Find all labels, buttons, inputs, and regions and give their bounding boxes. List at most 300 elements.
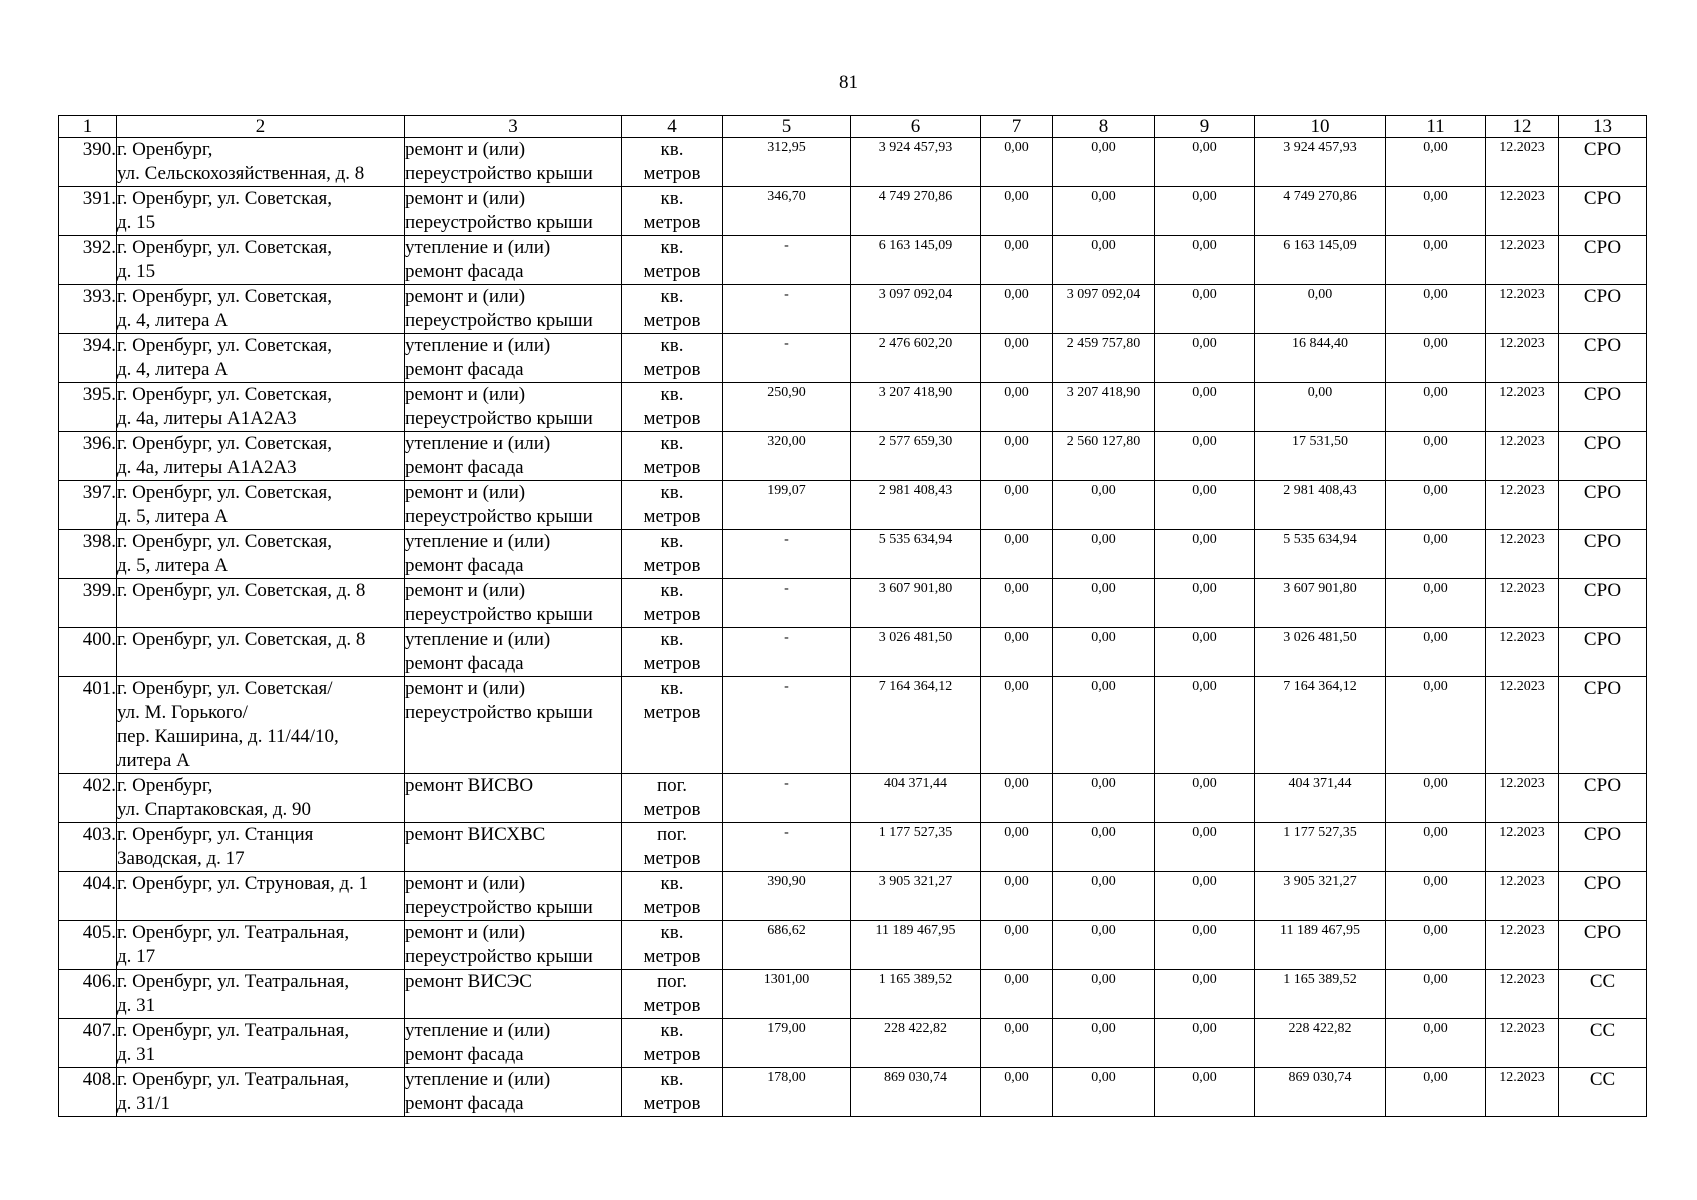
col9-cell: 0,00 xyxy=(1155,774,1255,823)
col10-cell: 3 924 457,93 xyxy=(1255,138,1386,187)
work-type-cell xyxy=(405,432,622,481)
work-type-cell xyxy=(405,285,622,334)
col9-cell: 0,00 xyxy=(1155,921,1255,970)
work-type-cell-line: ремонт фасада xyxy=(405,359,524,380)
column-header: 8 xyxy=(1053,116,1155,138)
col8-cell: 3 207 418,90 xyxy=(1053,383,1155,432)
row-number: 399. xyxy=(59,579,117,628)
col8-cell: 0,00 xyxy=(1053,187,1155,236)
address-cell-line: д. 4а, литеры А1А2А3 xyxy=(117,457,297,478)
address-cell xyxy=(117,530,405,579)
unit-cell-line: метров xyxy=(643,1044,701,1065)
address-cell-line: д. 31 xyxy=(117,1044,156,1065)
funding-source-cell: СРО xyxy=(1559,774,1647,823)
unit-cell xyxy=(622,677,723,774)
unit-cell xyxy=(622,1068,723,1117)
total-cost-cell: 7 164 364,12 xyxy=(851,677,981,774)
address-cell-line: г. Оренбург, ул. Станция xyxy=(117,824,314,845)
work-type-cell xyxy=(405,236,622,285)
col8-cell: 0,00 xyxy=(1053,970,1155,1019)
col8-cell: 0,00 xyxy=(1053,1019,1155,1068)
deadline-cell: 12.2023 xyxy=(1486,970,1559,1019)
work-type-cell xyxy=(405,334,622,383)
total-cost-cell: 2 577 659,30 xyxy=(851,432,981,481)
funding-source-cell: СРО xyxy=(1559,677,1647,774)
funding-source-cell: СРО xyxy=(1559,236,1647,285)
col7-cell: 0,00 xyxy=(981,383,1053,432)
table-row xyxy=(59,530,1647,579)
col9-cell: 0,00 xyxy=(1155,579,1255,628)
work-type-cell-line: ремонт фасада xyxy=(405,457,524,478)
col10-cell: 228 422,82 xyxy=(1255,1019,1386,1068)
col7-cell: 0,00 xyxy=(981,530,1053,579)
unit-cell xyxy=(622,187,723,236)
unit-cell xyxy=(622,432,723,481)
unit-cell xyxy=(622,823,723,872)
address-cell-line: пер. Каширина, д. 11/44/10, xyxy=(117,726,339,747)
funding-source-cell: СС xyxy=(1559,1068,1647,1117)
deadline-cell: 12.2023 xyxy=(1486,677,1559,774)
unit-cell-line: кв. xyxy=(660,433,684,454)
address-cell-line: д. 17 xyxy=(117,946,156,967)
address-cell-line: ул. М. Горького/ xyxy=(117,702,248,723)
unit-cell-line: пог. xyxy=(656,824,688,845)
col8-cell: 2 560 127,80 xyxy=(1053,432,1155,481)
col11-cell: 0,00 xyxy=(1386,1019,1486,1068)
unit-cell-line: метров xyxy=(643,604,701,625)
address-cell-line: д. 31 xyxy=(117,995,156,1016)
address-cell-line: д. 15 xyxy=(117,261,156,282)
work-type-cell xyxy=(405,774,622,823)
table-row xyxy=(59,138,1647,187)
work-type-cell-line: ремонт и (или) xyxy=(405,678,526,699)
col10-cell: 1 177 527,35 xyxy=(1255,823,1386,872)
address-cell xyxy=(117,138,405,187)
col11-cell: 0,00 xyxy=(1386,138,1486,187)
table-row xyxy=(59,628,1647,677)
volume-cell: 312,95 xyxy=(723,138,851,187)
col7-cell: 0,00 xyxy=(981,774,1053,823)
deadline-cell: 12.2023 xyxy=(1486,628,1559,677)
col11-cell: 0,00 xyxy=(1386,530,1486,579)
column-header: 7 xyxy=(981,116,1053,138)
total-cost-cell: 3 207 418,90 xyxy=(851,383,981,432)
unit-cell xyxy=(622,921,723,970)
unit-cell-line: метров xyxy=(643,1093,701,1114)
volume-cell: - xyxy=(723,285,851,334)
unit-cell-line: метров xyxy=(643,310,701,331)
column-header: 4 xyxy=(622,116,723,138)
work-type-cell-line: утепление и (или) xyxy=(405,629,551,650)
col11-cell: 0,00 xyxy=(1386,187,1486,236)
address-cell-line: г. Оренбург, xyxy=(117,139,213,160)
unit-cell xyxy=(622,334,723,383)
volume-cell: - xyxy=(723,236,851,285)
unit-cell-line: метров xyxy=(643,653,701,674)
deadline-cell: 12.2023 xyxy=(1486,1068,1559,1117)
work-type-cell xyxy=(405,138,622,187)
table-row xyxy=(59,677,1647,774)
volume-cell: - xyxy=(723,334,851,383)
funding-source-cell: СРО xyxy=(1559,138,1647,187)
unit-cell-line: кв. xyxy=(660,922,684,943)
address-cell-line: д. 4, литера А xyxy=(117,359,228,380)
unit-cell-line: метров xyxy=(643,212,701,233)
table-row xyxy=(59,481,1647,530)
table-row xyxy=(59,383,1647,432)
funding-source-cell: СРО xyxy=(1559,187,1647,236)
col9-cell: 0,00 xyxy=(1155,970,1255,1019)
column-header: 11 xyxy=(1386,116,1486,138)
funding-source-cell: СС xyxy=(1559,970,1647,1019)
col10-cell: 1 165 389,52 xyxy=(1255,970,1386,1019)
unit-cell-line: кв. xyxy=(660,384,684,405)
row-number: 390. xyxy=(59,138,117,187)
col11-cell: 0,00 xyxy=(1386,628,1486,677)
unit-cell-line: метров xyxy=(643,555,701,576)
work-type-cell-line: переустройство крыши xyxy=(405,897,593,918)
address-cell xyxy=(117,187,405,236)
work-type-cell-line: ремонт ВИСВО xyxy=(405,775,534,796)
address-cell xyxy=(117,383,405,432)
deadline-cell: 12.2023 xyxy=(1486,774,1559,823)
work-type-cell-line: ремонт и (или) xyxy=(405,482,526,503)
unit-cell-line: кв. xyxy=(660,335,684,356)
col8-cell: 0,00 xyxy=(1053,823,1155,872)
address-cell xyxy=(117,334,405,383)
unit-cell-line: метров xyxy=(643,506,701,527)
unit-cell-line: метров xyxy=(643,261,701,282)
volume-cell: - xyxy=(723,823,851,872)
work-type-cell-line: переустройство крыши xyxy=(405,604,593,625)
col7-cell: 0,00 xyxy=(981,187,1053,236)
column-header: 3 xyxy=(405,116,622,138)
work-type-cell-line: ремонт и (или) xyxy=(405,580,526,601)
row-number: 393. xyxy=(59,285,117,334)
col8-cell: 0,00 xyxy=(1053,236,1155,285)
col7-cell: 0,00 xyxy=(981,628,1053,677)
col9-cell: 0,00 xyxy=(1155,1019,1255,1068)
deadline-cell: 12.2023 xyxy=(1486,138,1559,187)
address-cell xyxy=(117,1068,405,1117)
work-type-cell-line: утепление и (или) xyxy=(405,433,551,454)
unit-cell-line: кв. xyxy=(660,482,684,503)
column-header: 2 xyxy=(117,116,405,138)
col7-cell: 0,00 xyxy=(981,677,1053,774)
col8-cell: 0,00 xyxy=(1053,774,1155,823)
funding-source-cell: СРО xyxy=(1559,383,1647,432)
col7-cell: 0,00 xyxy=(981,579,1053,628)
address-cell xyxy=(117,432,405,481)
work-type-cell-line: переустройство крыши xyxy=(405,408,593,429)
unit-cell xyxy=(622,579,723,628)
table-row xyxy=(59,236,1647,285)
address-cell-line: г. Оренбург, ул. Струновая, д. 1 xyxy=(117,873,369,894)
address-cell-line: ул. Сельскохозяйственная, д. 8 xyxy=(117,163,365,184)
col8-cell: 0,00 xyxy=(1053,628,1155,677)
unit-cell-line: метров xyxy=(643,946,701,967)
address-cell xyxy=(117,970,405,1019)
funding-source-cell: СРО xyxy=(1559,872,1647,921)
table-row xyxy=(59,432,1647,481)
total-cost-cell: 869 030,74 xyxy=(851,1068,981,1117)
row-number: 407. xyxy=(59,1019,117,1068)
unit-cell-line: метров xyxy=(643,702,701,723)
work-type-cell xyxy=(405,921,622,970)
col8-cell: 0,00 xyxy=(1053,677,1155,774)
col10-cell: 3 026 481,50 xyxy=(1255,628,1386,677)
col8-cell: 2 459 757,80 xyxy=(1053,334,1155,383)
work-type-cell-line: переустройство крыши xyxy=(405,310,593,331)
unit-cell xyxy=(622,628,723,677)
col9-cell: 0,00 xyxy=(1155,823,1255,872)
col10-cell: 6 163 145,09 xyxy=(1255,236,1386,285)
col9-cell: 0,00 xyxy=(1155,285,1255,334)
col8-cell: 0,00 xyxy=(1053,872,1155,921)
unit-cell-line: кв. xyxy=(660,1020,684,1041)
work-type-cell-line: ремонт фасада xyxy=(405,1093,524,1114)
volume-cell: - xyxy=(723,579,851,628)
volume-cell: - xyxy=(723,530,851,579)
total-cost-cell: 3 026 481,50 xyxy=(851,628,981,677)
unit-cell-line: кв. xyxy=(660,531,684,552)
total-cost-cell: 5 535 634,94 xyxy=(851,530,981,579)
address-cell-line: г. Оренбург, ул. Советская, д. 8 xyxy=(117,629,366,650)
table-row xyxy=(59,579,1647,628)
col11-cell: 0,00 xyxy=(1386,285,1486,334)
column-header: 5 xyxy=(723,116,851,138)
unit-cell-line: кв. xyxy=(660,678,684,699)
total-cost-cell: 2 981 408,43 xyxy=(851,481,981,530)
col7-cell: 0,00 xyxy=(981,872,1053,921)
work-type-cell xyxy=(405,970,622,1019)
address-cell-line: г. Оренбург, ул. Советская/ xyxy=(117,678,333,699)
address-cell-line: г. Оренбург, ул. Советская, xyxy=(117,433,333,454)
col11-cell: 0,00 xyxy=(1386,481,1486,530)
col9-cell: 0,00 xyxy=(1155,187,1255,236)
col9-cell: 0,00 xyxy=(1155,432,1255,481)
address-cell xyxy=(117,677,405,774)
unit-cell-line: метров xyxy=(643,359,701,380)
col8-cell: 0,00 xyxy=(1053,530,1155,579)
address-cell-line: д. 4, литера А xyxy=(117,310,228,331)
row-number: 394. xyxy=(59,334,117,383)
unit-cell-line: кв. xyxy=(660,873,684,894)
volume-cell: - xyxy=(723,774,851,823)
address-cell xyxy=(117,823,405,872)
col7-cell: 0,00 xyxy=(981,138,1053,187)
work-type-cell-line: ремонт и (или) xyxy=(405,873,526,894)
col9-cell: 0,00 xyxy=(1155,1068,1255,1117)
col7-cell: 0,00 xyxy=(981,334,1053,383)
row-number: 408. xyxy=(59,1068,117,1117)
col9-cell: 0,00 xyxy=(1155,334,1255,383)
deadline-cell: 12.2023 xyxy=(1486,823,1559,872)
work-type-cell-line: ремонт фасада xyxy=(405,653,524,674)
col11-cell: 0,00 xyxy=(1386,823,1486,872)
unit-cell xyxy=(622,285,723,334)
row-number: 392. xyxy=(59,236,117,285)
funding-source-cell: СС xyxy=(1559,1019,1647,1068)
column-header: 13 xyxy=(1559,116,1647,138)
work-type-cell-line: переустройство крыши xyxy=(405,946,593,967)
deadline-cell: 12.2023 xyxy=(1486,236,1559,285)
col8-cell: 0,00 xyxy=(1053,1068,1155,1117)
volume-cell: 346,70 xyxy=(723,187,851,236)
unit-cell-line: метров xyxy=(643,897,701,918)
col7-cell: 0,00 xyxy=(981,970,1053,1019)
work-type-cell-line: ремонт и (или) xyxy=(405,384,526,405)
row-number: 400. xyxy=(59,628,117,677)
work-type-cell-line: переустройство крыши xyxy=(405,163,593,184)
col9-cell: 0,00 xyxy=(1155,236,1255,285)
work-type-cell-line: ремонт фасада xyxy=(405,555,524,576)
work-type-cell xyxy=(405,579,622,628)
address-cell-line: г. Оренбург, ул. Советская, xyxy=(117,286,333,307)
column-header: 6 xyxy=(851,116,981,138)
table-row xyxy=(59,1068,1647,1117)
deadline-cell: 12.2023 xyxy=(1486,530,1559,579)
address-cell-line: литера А xyxy=(117,750,190,771)
col10-cell: 0,00 xyxy=(1255,285,1386,334)
deadline-cell: 12.2023 xyxy=(1486,481,1559,530)
work-type-cell-line: утепление и (или) xyxy=(405,1069,551,1090)
work-type-cell-line: переустройство крыши xyxy=(405,506,593,527)
row-number: 405. xyxy=(59,921,117,970)
total-cost-cell: 6 163 145,09 xyxy=(851,236,981,285)
volume-cell: - xyxy=(723,677,851,774)
work-type-cell-line: ремонт ВИСЭС xyxy=(405,971,532,992)
col11-cell: 0,00 xyxy=(1386,383,1486,432)
col10-cell: 16 844,40 xyxy=(1255,334,1386,383)
col11-cell: 0,00 xyxy=(1386,677,1486,774)
column-header: 1 xyxy=(59,116,117,138)
table-row xyxy=(59,1019,1647,1068)
table-body xyxy=(59,138,1647,1117)
unit-cell xyxy=(622,1019,723,1068)
deadline-cell: 12.2023 xyxy=(1486,579,1559,628)
deadline-cell: 12.2023 xyxy=(1486,334,1559,383)
address-cell-line: д. 31/1 xyxy=(117,1093,170,1114)
unit-cell-line: кв. xyxy=(660,139,684,160)
row-number: 397. xyxy=(59,481,117,530)
col10-cell: 4 749 270,86 xyxy=(1255,187,1386,236)
unit-cell xyxy=(622,383,723,432)
table-row xyxy=(59,774,1647,823)
col10-cell: 2 981 408,43 xyxy=(1255,481,1386,530)
col7-cell: 0,00 xyxy=(981,432,1053,481)
column-header: 12 xyxy=(1486,116,1559,138)
volume-cell: 390,90 xyxy=(723,872,851,921)
address-cell-line: д. 5, литера А xyxy=(117,555,228,576)
work-type-cell-line: ремонт фасада xyxy=(405,1044,524,1065)
table-row xyxy=(59,921,1647,970)
col8-cell: 3 097 092,04 xyxy=(1053,285,1155,334)
col9-cell: 0,00 xyxy=(1155,628,1255,677)
col11-cell: 0,00 xyxy=(1386,774,1486,823)
address-cell-line: Заводская, д. 17 xyxy=(117,848,245,869)
work-type-cell-line: ремонт ВИСХВС xyxy=(405,824,546,845)
address-cell-line: ул. Спартаковская, д. 90 xyxy=(117,799,311,820)
address-cell-line: г. Оренбург, ул. Советская, xyxy=(117,384,333,405)
row-number: 406. xyxy=(59,970,117,1019)
funding-source-cell: СРО xyxy=(1559,285,1647,334)
header-row xyxy=(59,116,1647,138)
work-type-cell-line: ремонт и (или) xyxy=(405,286,526,307)
unit-cell-line: кв. xyxy=(660,237,684,258)
address-cell-line: г. Оренбург, ул. Советская, д. 8 xyxy=(117,580,366,601)
funding-source-cell: СРО xyxy=(1559,530,1647,579)
unit-cell-line: кв. xyxy=(660,286,684,307)
unit-cell-line: метров xyxy=(643,848,701,869)
repair-register-table xyxy=(58,115,1647,1117)
work-type-cell xyxy=(405,628,622,677)
col11-cell: 0,00 xyxy=(1386,579,1486,628)
col7-cell: 0,00 xyxy=(981,1068,1053,1117)
row-number: 395. xyxy=(59,383,117,432)
row-number: 398. xyxy=(59,530,117,579)
address-cell-line: г. Оренбург, ул. Советская, xyxy=(117,482,333,503)
address-cell xyxy=(117,921,405,970)
address-cell-line: д. 4а, литеры А1А2А3 xyxy=(117,408,297,429)
work-type-cell-line: переустройство крыши xyxy=(405,702,593,723)
unit-cell xyxy=(622,138,723,187)
unit-cell xyxy=(622,481,723,530)
unit-cell-line: метров xyxy=(643,995,701,1016)
row-number: 402. xyxy=(59,774,117,823)
address-cell-line: г. Оренбург, ул. Советская, xyxy=(117,531,333,552)
address-cell-line: г. Оренбург, ул. Советская, xyxy=(117,188,333,209)
work-type-cell xyxy=(405,1019,622,1068)
unit-cell-line: пог. xyxy=(656,775,688,796)
column-header: 9 xyxy=(1155,116,1255,138)
address-cell-line: д. 15 xyxy=(117,212,156,233)
address-cell-line: г. Оренбург, ул. Советская, xyxy=(117,237,333,258)
row-number: 403. xyxy=(59,823,117,872)
col11-cell: 0,00 xyxy=(1386,921,1486,970)
table-row xyxy=(59,285,1647,334)
funding-source-cell: СРО xyxy=(1559,481,1647,530)
col9-cell: 0,00 xyxy=(1155,481,1255,530)
col7-cell: 0,00 xyxy=(981,1019,1053,1068)
volume-cell: 1301,00 xyxy=(723,970,851,1019)
work-type-cell xyxy=(405,187,622,236)
unit-cell-line: метров xyxy=(643,408,701,429)
address-cell-line: г. Оренбург, ул. Театральная, xyxy=(117,1069,350,1090)
col10-cell: 11 189 467,95 xyxy=(1255,921,1386,970)
funding-source-cell: СРО xyxy=(1559,579,1647,628)
total-cost-cell: 404 371,44 xyxy=(851,774,981,823)
col9-cell: 0,00 xyxy=(1155,383,1255,432)
col10-cell: 17 531,50 xyxy=(1255,432,1386,481)
col9-cell: 0,00 xyxy=(1155,530,1255,579)
unit-cell xyxy=(622,970,723,1019)
col10-cell: 3 905 321,27 xyxy=(1255,872,1386,921)
total-cost-cell: 11 189 467,95 xyxy=(851,921,981,970)
table-row xyxy=(59,334,1647,383)
work-type-cell-line: ремонт и (или) xyxy=(405,922,526,943)
unit-cell xyxy=(622,872,723,921)
unit-cell-line: кв. xyxy=(660,1069,684,1090)
work-type-cell-line: утепление и (или) xyxy=(405,237,551,258)
unit-cell xyxy=(622,774,723,823)
col7-cell: 0,00 xyxy=(981,921,1053,970)
work-type-cell-line: ремонт и (или) xyxy=(405,188,526,209)
deadline-cell: 12.2023 xyxy=(1486,1019,1559,1068)
work-type-cell xyxy=(405,823,622,872)
volume-cell: - xyxy=(723,628,851,677)
address-cell-line: г. Оренбург, ул. Театральная, xyxy=(117,1020,350,1041)
